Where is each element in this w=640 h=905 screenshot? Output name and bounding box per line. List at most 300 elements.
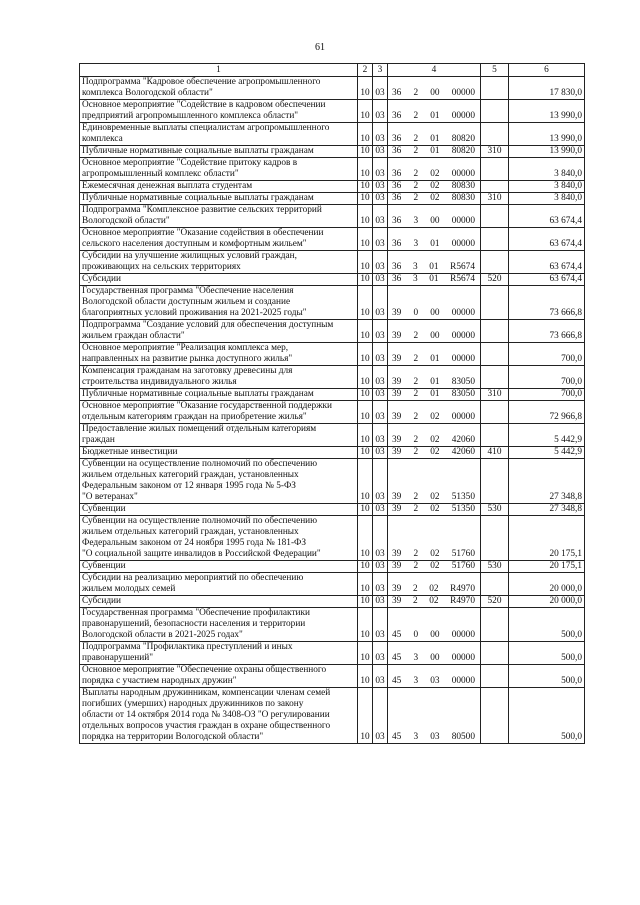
row-amount: 72 966,8 xyxy=(509,401,585,424)
row-subprogram-code: 2 xyxy=(413,354,419,364)
row-amount: 63 674,4 xyxy=(509,205,585,228)
row-name-line: "О ветеранах" xyxy=(82,492,138,502)
row-direction-code: R4970 xyxy=(450,584,475,594)
table-row xyxy=(80,504,585,516)
header-col-3: 3 xyxy=(373,64,388,77)
row-expense-type: 310 xyxy=(481,193,509,205)
row-direction-code: 00000 xyxy=(451,412,475,422)
row-amount: 500,0 xyxy=(509,642,585,665)
row-measure-code: 02 xyxy=(429,584,439,594)
row-amount: 500,0 xyxy=(509,608,585,642)
row-name xyxy=(80,642,358,665)
row-subsection: 03 xyxy=(373,181,388,193)
row-name-line: Субвенции xyxy=(82,504,126,514)
row-amount: 13 990,0 xyxy=(509,100,585,123)
row-subsection: 03 xyxy=(373,146,388,158)
row-measure-code: 02 xyxy=(430,447,440,457)
row-expense-type xyxy=(481,77,509,100)
row-subprogram-code: 2 xyxy=(413,492,419,502)
row-target-article xyxy=(388,665,481,688)
row-subprogram-code: 2 xyxy=(413,435,419,445)
row-measure-code: 00 xyxy=(430,630,440,640)
row-direction-code: 80820 xyxy=(451,134,475,144)
row-measure-code: 02 xyxy=(430,181,440,191)
row-subprogram-code: 3 xyxy=(413,216,419,226)
row-subprogram-code: 2 xyxy=(413,389,419,399)
row-subsection: 03 xyxy=(373,100,388,123)
row-subsection: 03 xyxy=(373,642,388,665)
row-name xyxy=(80,366,358,389)
row-direction-code: 83050 xyxy=(451,389,475,399)
row-direction-code: 00000 xyxy=(451,653,475,663)
row-section: 10 xyxy=(358,516,373,561)
table-row xyxy=(80,123,585,146)
row-section: 10 xyxy=(358,389,373,401)
row-expense-type xyxy=(481,424,509,447)
row-amount: 63 674,4 xyxy=(509,274,585,286)
row-name-line: Основное мероприятие "Оказание государственной поддержки xyxy=(82,401,333,411)
row-measure-code: 02 xyxy=(430,435,440,445)
table-row xyxy=(80,596,585,608)
row-target-article xyxy=(388,77,481,100)
row-subsection: 03 xyxy=(373,573,388,596)
row-name xyxy=(80,228,358,251)
row-target-article xyxy=(388,343,481,366)
table-row xyxy=(80,447,585,459)
row-program-code: 39 xyxy=(392,549,402,559)
row-program-code: 39 xyxy=(392,584,402,594)
row-program-code: 36 xyxy=(392,169,402,179)
table-row xyxy=(80,158,585,181)
row-target-article xyxy=(388,274,481,286)
row-measure-code: 00 xyxy=(430,216,440,226)
row-subprogram-code: 2 xyxy=(413,377,419,387)
table-row xyxy=(80,251,585,274)
row-name-line: Субсидии на реализацию мероприятий по обеспечению xyxy=(82,573,304,583)
row-name-line: комплекса Вологодской области" xyxy=(82,88,213,98)
row-section: 10 xyxy=(358,286,373,320)
row-subsection: 03 xyxy=(373,688,388,744)
row-subprogram-code: 2 xyxy=(413,549,419,559)
row-expense-type xyxy=(481,573,509,596)
row-name-line: строительства индивидуального жилья xyxy=(82,377,237,387)
table-row xyxy=(80,193,585,205)
row-target-article xyxy=(388,642,481,665)
row-measure-code: 01 xyxy=(430,134,440,144)
table-row xyxy=(80,516,585,561)
row-name-line: Основное мероприятие "Оказание содействия в обеспечении xyxy=(82,228,324,238)
row-program-code: 36 xyxy=(392,216,402,226)
row-direction-code: 51760 xyxy=(451,561,475,571)
row-direction-code: 00000 xyxy=(451,308,475,318)
row-name-line: Вологодской области" xyxy=(82,216,170,226)
row-name-line: отдельным категориям граждан на приобретение жилья" xyxy=(82,412,307,422)
row-expense-type xyxy=(481,228,509,251)
row-target-article xyxy=(388,228,481,251)
row-name xyxy=(80,608,358,642)
row-subprogram-code: 3 xyxy=(413,732,419,742)
table-row xyxy=(80,77,585,100)
row-target-article xyxy=(388,251,481,274)
row-subprogram-code: 0 xyxy=(413,630,419,640)
row-expense-type xyxy=(481,286,509,320)
header-col-4: 4 xyxy=(388,64,481,77)
row-amount: 5 442,9 xyxy=(509,424,585,447)
row-subsection: 03 xyxy=(373,251,388,274)
row-target-article xyxy=(388,516,481,561)
row-direction-code: 83050 xyxy=(451,377,475,387)
row-subprogram-code: 2 xyxy=(413,181,419,191)
row-name-line: Федеральным законом от 24 ноября 1995 года № 181-ФЗ xyxy=(82,538,307,548)
row-subsection: 03 xyxy=(373,205,388,228)
row-name xyxy=(80,596,358,608)
row-section: 10 xyxy=(358,100,373,123)
row-measure-code: 01 xyxy=(429,262,439,272)
row-subprogram-code: 2 xyxy=(413,412,419,422)
row-subprogram-code: 2 xyxy=(413,504,419,514)
row-measure-code: 02 xyxy=(430,504,440,514)
table-row xyxy=(80,146,585,158)
table-row xyxy=(80,459,585,504)
row-name xyxy=(80,561,358,573)
row-name-line: порядка на территории Вологодской области" xyxy=(82,732,264,742)
row-amount: 3 840,0 xyxy=(509,181,585,193)
row-target-article xyxy=(388,100,481,123)
row-name-line: Государственная программа "Обеспечение населения xyxy=(82,286,294,296)
row-amount: 13 990,0 xyxy=(509,146,585,158)
row-name-line: Основное мероприятие "Реализация комплекса мер, xyxy=(82,343,289,353)
row-name-line: Основное мероприятие "Обеспечение охраны общественного xyxy=(82,665,327,675)
row-name xyxy=(80,274,358,286)
row-name-line: правонарушений, безопасности населения и территории xyxy=(82,619,306,629)
row-subprogram-code: 2 xyxy=(413,193,419,203)
row-name xyxy=(80,181,358,193)
row-section: 10 xyxy=(358,193,373,205)
row-name xyxy=(80,343,358,366)
row-subsection: 03 xyxy=(373,401,388,424)
table-row xyxy=(80,343,585,366)
row-target-article xyxy=(388,401,481,424)
row-name-line: жильем отдельных категорий граждан, установленных xyxy=(82,470,299,480)
row-target-article xyxy=(388,181,481,193)
row-program-code: 39 xyxy=(392,504,402,514)
row-expense-type: 530 xyxy=(481,504,509,516)
row-subprogram-code: 2 xyxy=(413,111,419,121)
row-name-line: Подпрограмма "Кадровое обеспечение агропромышленного xyxy=(82,77,321,87)
row-section: 10 xyxy=(358,401,373,424)
table-header-row xyxy=(80,64,585,77)
row-name xyxy=(80,205,358,228)
row-target-article xyxy=(388,573,481,596)
row-section: 10 xyxy=(358,665,373,688)
row-section: 10 xyxy=(358,561,373,573)
header-col-5: 5 xyxy=(481,64,509,77)
row-expense-type xyxy=(481,251,509,274)
row-name xyxy=(80,424,358,447)
row-section: 10 xyxy=(358,366,373,389)
row-subsection: 03 xyxy=(373,516,388,561)
row-subprogram-code: 2 xyxy=(412,596,418,606)
row-name-line: агропромышленный комплекс области" xyxy=(82,169,239,179)
row-subprogram-code: 0 xyxy=(413,308,419,318)
row-amount: 700,0 xyxy=(509,366,585,389)
row-amount: 700,0 xyxy=(509,389,585,401)
row-measure-code: 01 xyxy=(429,274,439,284)
row-section: 10 xyxy=(358,77,373,100)
row-subsection: 03 xyxy=(373,77,388,100)
row-direction-code: 51350 xyxy=(451,492,475,502)
row-section: 10 xyxy=(358,573,373,596)
row-measure-code: 00 xyxy=(430,88,440,98)
row-name xyxy=(80,193,358,205)
row-amount: 13 990,0 xyxy=(509,123,585,146)
row-name xyxy=(80,77,358,100)
table-row xyxy=(80,205,585,228)
row-name-line: Вологодской области в 2021-2025 годах" xyxy=(82,630,243,640)
header-col-1: 1 xyxy=(80,64,358,77)
row-measure-code: 02 xyxy=(429,596,439,606)
row-direction-code: R5674 xyxy=(450,262,475,272)
budget-table xyxy=(79,63,585,744)
table-row xyxy=(80,274,585,286)
row-program-code: 45 xyxy=(392,653,402,663)
row-amount: 3 840,0 xyxy=(509,158,585,181)
row-name-line: Вологодской области доступным жильем и создание xyxy=(82,297,291,307)
row-target-article xyxy=(388,608,481,642)
row-target-article xyxy=(388,504,481,516)
row-name-line: предприятий агропромышленного комплекса области" xyxy=(82,111,299,121)
row-name-line: порядка с участием народных дружин" xyxy=(82,676,237,686)
row-direction-code: 80820 xyxy=(451,146,475,156)
row-direction-code: 80830 xyxy=(451,181,475,191)
header-col-2: 2 xyxy=(358,64,373,77)
row-target-article xyxy=(388,158,481,181)
row-section: 10 xyxy=(358,424,373,447)
row-expense-type xyxy=(481,100,509,123)
row-subprogram-code: 2 xyxy=(413,134,419,144)
row-amount: 3 840,0 xyxy=(509,193,585,205)
row-program-code: 36 xyxy=(392,146,402,156)
row-measure-code: 01 xyxy=(430,111,440,121)
row-name xyxy=(80,320,358,343)
row-section: 10 xyxy=(358,642,373,665)
row-expense-type xyxy=(481,366,509,389)
row-subsection: 03 xyxy=(373,193,388,205)
row-name-line: Государственная программа "Обеспечение профилактики xyxy=(82,608,310,618)
row-target-article xyxy=(388,205,481,228)
row-direction-code: 00000 xyxy=(451,354,475,364)
table-row xyxy=(80,561,585,573)
row-expense-type xyxy=(481,642,509,665)
row-direction-code: 00000 xyxy=(451,239,475,249)
row-direction-code: 00000 xyxy=(451,169,475,179)
row-section: 10 xyxy=(358,688,373,744)
row-section: 10 xyxy=(358,320,373,343)
row-name-line: Бюджетные инвестиции xyxy=(82,447,178,457)
row-section: 10 xyxy=(358,228,373,251)
row-program-code: 39 xyxy=(392,354,402,364)
row-name-line: Подпрограмма "Профилактика преступлений и иных xyxy=(82,642,293,652)
row-program-code: 39 xyxy=(392,596,402,606)
row-measure-code: 01 xyxy=(430,354,440,364)
row-measure-code: 00 xyxy=(430,331,440,341)
row-subsection: 03 xyxy=(373,123,388,146)
row-expense-type xyxy=(481,688,509,744)
row-subsection: 03 xyxy=(373,608,388,642)
row-name-line: Субвенции на осуществление полномочий по обеспечению xyxy=(82,459,318,469)
row-measure-code: 03 xyxy=(430,676,440,686)
row-direction-code: 00000 xyxy=(451,630,475,640)
row-name xyxy=(80,504,358,516)
row-program-code: 39 xyxy=(392,412,402,422)
row-name xyxy=(80,516,358,561)
row-subprogram-code: 3 xyxy=(413,676,419,686)
row-name xyxy=(80,459,358,504)
row-program-code: 39 xyxy=(392,561,402,571)
table-row xyxy=(80,286,585,320)
row-expense-type: 520 xyxy=(481,274,509,286)
row-section: 10 xyxy=(358,205,373,228)
row-subprogram-code: 2 xyxy=(413,447,419,457)
row-name xyxy=(80,665,358,688)
row-subsection: 03 xyxy=(373,389,388,401)
row-amount: 17 830,0 xyxy=(509,77,585,100)
row-program-code: 39 xyxy=(392,377,402,387)
row-target-article xyxy=(388,561,481,573)
row-direction-code: 00000 xyxy=(451,111,475,121)
table-row xyxy=(80,424,585,447)
row-expense-type xyxy=(481,608,509,642)
row-expense-type: 530 xyxy=(481,561,509,573)
row-target-article xyxy=(388,688,481,744)
row-direction-code: 51760 xyxy=(451,549,475,559)
row-program-code: 39 xyxy=(392,389,402,399)
row-name-line: Публичные нормативные социальные выплаты гражданам xyxy=(82,146,314,156)
row-section: 10 xyxy=(358,343,373,366)
row-subsection: 03 xyxy=(373,596,388,608)
row-amount: 73 666,8 xyxy=(509,286,585,320)
row-amount: 27 348,8 xyxy=(509,504,585,516)
row-name-line: сельского населения доступным и комфортным жильем" xyxy=(82,239,307,249)
row-name-line: Основное мероприятие "Содействие притоку кадров в xyxy=(82,158,298,168)
row-expense-type xyxy=(481,516,509,561)
row-amount: 73 666,8 xyxy=(509,320,585,343)
table-row xyxy=(80,665,585,688)
table-row xyxy=(80,389,585,401)
row-section: 10 xyxy=(358,596,373,608)
table-row xyxy=(80,181,585,193)
row-subprogram-code: 2 xyxy=(413,88,419,98)
row-measure-code: 01 xyxy=(430,239,440,249)
row-subsection: 03 xyxy=(373,665,388,688)
row-direction-code: R4970 xyxy=(450,596,475,606)
row-expense-type xyxy=(481,665,509,688)
row-expense-type: 310 xyxy=(481,146,509,158)
row-direction-code: 42060 xyxy=(451,435,475,445)
row-subsection: 03 xyxy=(373,286,388,320)
row-program-code: 39 xyxy=(392,435,402,445)
row-section: 10 xyxy=(358,447,373,459)
row-expense-type xyxy=(481,459,509,504)
row-subsection: 03 xyxy=(373,320,388,343)
row-program-code: 39 xyxy=(392,492,402,502)
row-name-line: Выплаты народным дружинникам, компенсации членам семей xyxy=(82,688,331,698)
row-target-article xyxy=(388,193,481,205)
row-amount: 500,0 xyxy=(509,688,585,744)
row-name xyxy=(80,573,358,596)
row-name-line: граждан xyxy=(82,435,115,445)
row-target-article xyxy=(388,447,481,459)
row-program-code: 36 xyxy=(392,88,402,98)
row-name-line: погибших (умерших) народных дружинников по закону xyxy=(82,699,304,709)
row-amount: 5 442,9 xyxy=(509,447,585,459)
row-name-line: Публичные нормативные социальные выплаты гражданам xyxy=(82,193,314,203)
row-direction-code: R5674 xyxy=(450,274,475,284)
row-measure-code: 01 xyxy=(430,146,440,156)
row-subprogram-code: 3 xyxy=(413,239,419,249)
row-name xyxy=(80,123,358,146)
row-direction-code: 42060 xyxy=(451,447,475,457)
row-measure-code: 02 xyxy=(430,549,440,559)
row-direction-code: 80830 xyxy=(451,193,475,203)
row-section: 10 xyxy=(358,459,373,504)
row-program-code: 45 xyxy=(392,732,402,742)
row-direction-code: 00000 xyxy=(451,676,475,686)
row-section: 10 xyxy=(358,146,373,158)
row-measure-code: 00 xyxy=(430,653,440,663)
row-name xyxy=(80,251,358,274)
row-section: 10 xyxy=(358,181,373,193)
row-name xyxy=(80,286,358,320)
row-name-line: Компенсация гражданам на заготовку древесины для xyxy=(82,366,293,376)
row-amount: 700,0 xyxy=(509,343,585,366)
row-subprogram-code: 2 xyxy=(413,146,419,156)
row-amount: 20 175,1 xyxy=(509,516,585,561)
row-program-code: 39 xyxy=(392,308,402,318)
row-amount: 20 000,0 xyxy=(509,573,585,596)
row-amount: 500,0 xyxy=(509,665,585,688)
row-name-line: жильем граждан области" xyxy=(82,331,185,341)
row-amount: 20 175,1 xyxy=(509,561,585,573)
row-expense-type xyxy=(481,123,509,146)
row-name-line: комплекса xyxy=(82,134,123,144)
row-expense-type: 520 xyxy=(481,596,509,608)
row-name-line: Федеральным законом от 12 января 1995 года № 5-ФЗ xyxy=(82,481,296,491)
row-measure-code: 01 xyxy=(430,377,440,387)
row-target-article xyxy=(388,123,481,146)
row-direction-code: 00000 xyxy=(451,88,475,98)
row-name-line: Предоставление жилых помещений отдельным категориям xyxy=(82,424,317,434)
row-direction-code: 80500 xyxy=(451,732,475,742)
row-program-code: 36 xyxy=(392,262,402,272)
row-name xyxy=(80,447,358,459)
row-program-code: 36 xyxy=(392,134,402,144)
row-expense-type: 410 xyxy=(481,447,509,459)
row-name-line: жильем молодых семей xyxy=(82,584,176,594)
row-section: 10 xyxy=(358,608,373,642)
row-subprogram-code: 3 xyxy=(412,274,418,284)
row-program-code: 36 xyxy=(392,274,402,284)
row-name-line: области от 14 октября 2014 года № 3408-ОЗ "О регулировании xyxy=(82,710,330,720)
row-program-code: 45 xyxy=(392,630,402,640)
row-expense-type: 310 xyxy=(481,389,509,401)
row-name-line: Субсидии xyxy=(82,596,122,606)
row-name-line: Подпрограмма "Комплексное развитие сельских территорий xyxy=(82,205,322,215)
row-measure-code: 02 xyxy=(430,169,440,179)
row-name-line: Субсидии xyxy=(82,274,122,284)
page-number: 61 xyxy=(315,42,325,53)
row-expense-type xyxy=(481,401,509,424)
